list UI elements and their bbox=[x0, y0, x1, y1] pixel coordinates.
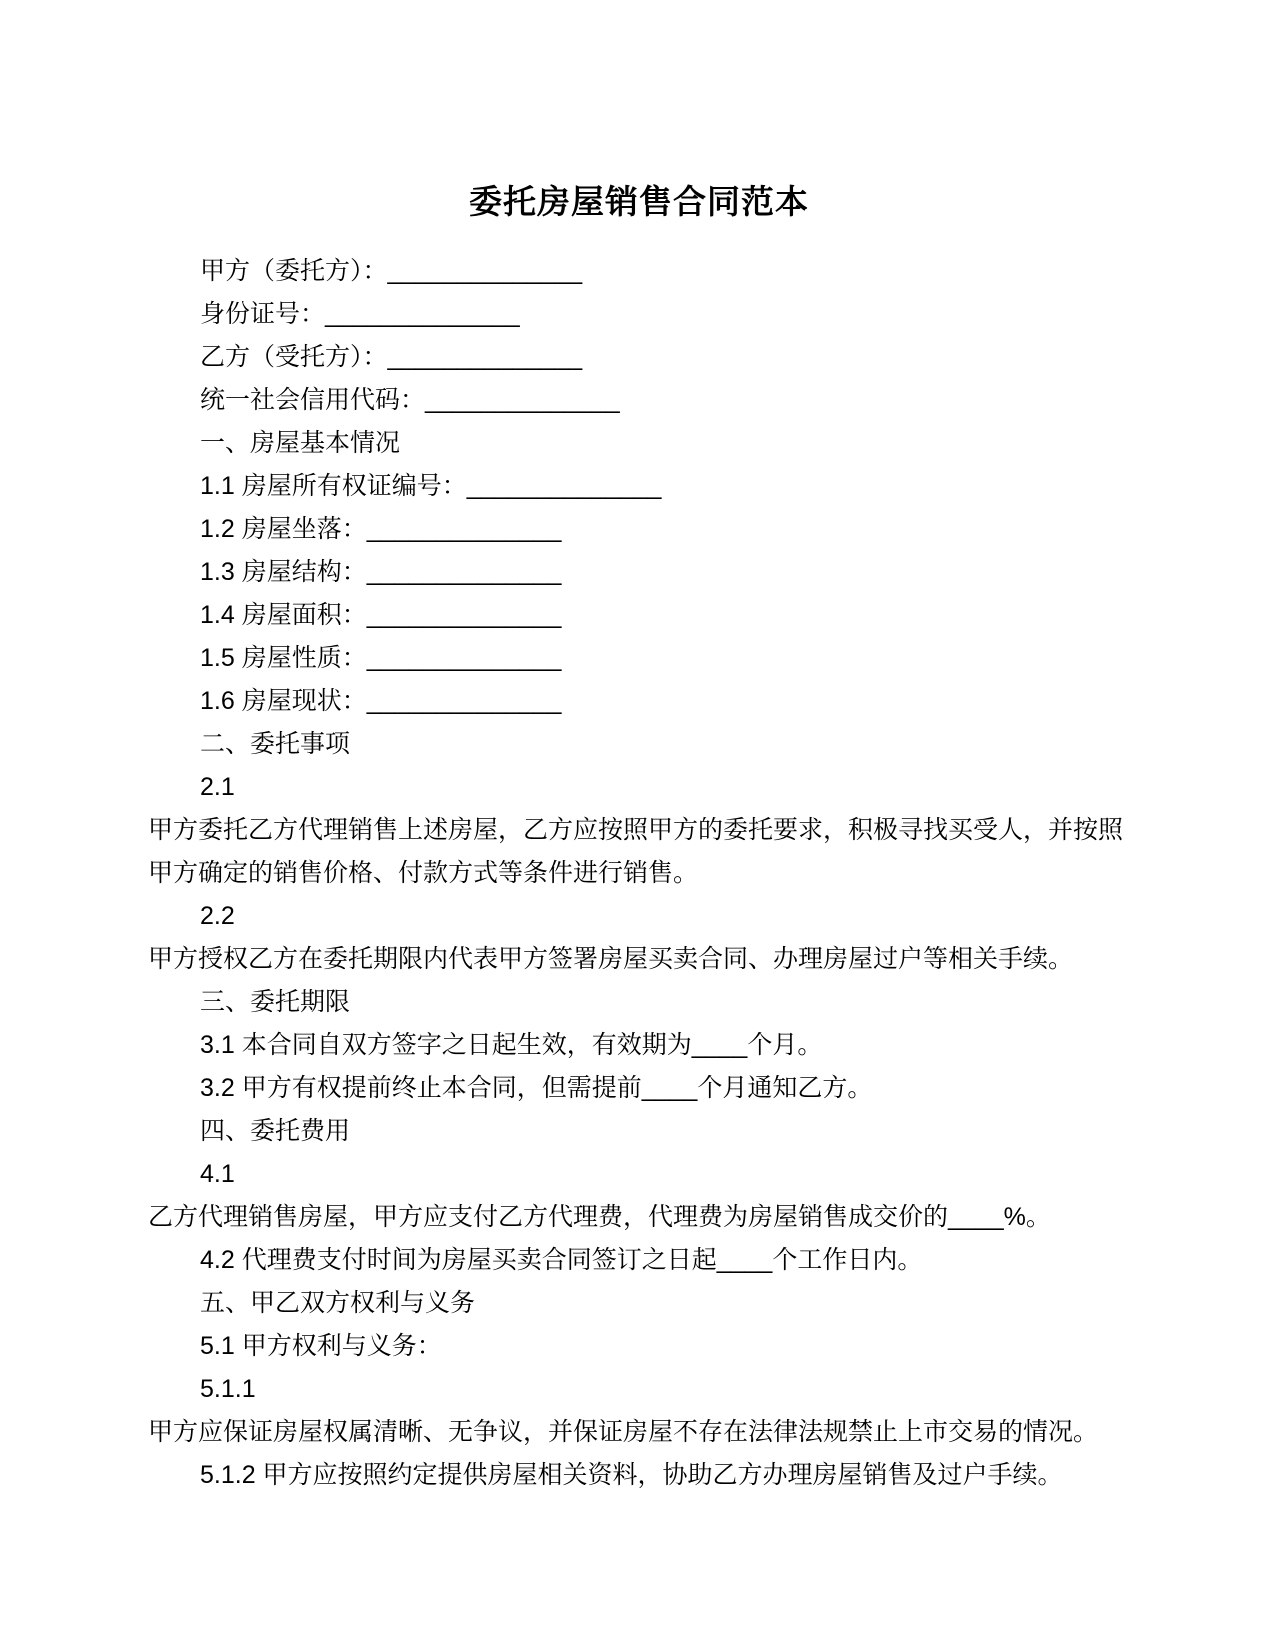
contract-line: 1.2 房屋坐落：______________ bbox=[200, 515, 562, 543]
contract-line: 甲方应保证房屋权属清晰、无争议，并保证房屋不存在法律法规禁止上市交易的情况。 bbox=[148, 1418, 1099, 1446]
contract-line: 3.2 甲方有权提前终止本合同，但需提前____个月通知乙方。 bbox=[200, 1074, 873, 1102]
contract-line: 乙方（受托方）：______________ bbox=[200, 343, 583, 371]
contract-line: 乙方代理销售房屋，甲方应支付乙方代理费，代理费为房屋销售成交价的____%。 bbox=[148, 1203, 1051, 1231]
contract-line: 2.1 bbox=[200, 773, 235, 801]
contract-body bbox=[148, 250, 1130, 1497]
contract-line: 5.1.1 bbox=[200, 1375, 256, 1403]
contract-line: 二、委托事项 bbox=[200, 730, 351, 758]
contract-line: 甲方（委托方）：______________ bbox=[200, 257, 583, 285]
contract-line: 1.6 房屋现状：______________ bbox=[200, 687, 562, 715]
contract-line: 3.1 本合同自双方签字之日起生效，有效期为____个月。 bbox=[200, 1031, 823, 1059]
contract-line: 1.3 房屋结构：______________ bbox=[200, 558, 562, 586]
contract-line: 2.2 bbox=[200, 902, 235, 930]
contract-line: 三、委托期限 bbox=[200, 988, 351, 1016]
contract-line: 1.4 房屋面积：______________ bbox=[200, 601, 562, 629]
contract-line: 身份证号：______________ bbox=[200, 300, 520, 328]
contract-line: 甲方确定的销售价格、付款方式等条件进行销售。 bbox=[148, 859, 699, 887]
contract-line: 5.1.2 甲方应按照约定提供房屋相关资料，协助乙方办理房屋销售及过户手续。 bbox=[200, 1461, 1063, 1489]
contract-line: 5.1 甲方权利与义务： bbox=[200, 1332, 442, 1360]
contract-line: 甲方授权乙方在委托期限内代表甲方签署房屋买卖合同、办理房屋过户等相关手续。 bbox=[148, 945, 1074, 973]
contract-line: 4.1 bbox=[200, 1160, 235, 1188]
contract-line: 1.1 房屋所有权证编号：______________ bbox=[200, 472, 662, 500]
document-title: 委托房屋销售合同范本 bbox=[469, 183, 809, 220]
contract-line: 一、房屋基本情况 bbox=[200, 429, 401, 457]
contract-line: 五、甲乙双方权利与义务 bbox=[200, 1289, 476, 1317]
contract-line: 甲方委托乙方代理销售上述房屋，乙方应按照甲方的委托要求，积极寻找买受人，并按照 bbox=[148, 816, 1124, 844]
contract-line: 统一社会信用代码：______________ bbox=[200, 386, 620, 414]
contract-line: 四、委托费用 bbox=[200, 1117, 351, 1145]
contract-line: 1.5 房屋性质：______________ bbox=[200, 644, 562, 672]
contract-line: 4.2 代理费支付时间为房屋买卖合同签订之日起____个工作日内。 bbox=[200, 1246, 923, 1274]
